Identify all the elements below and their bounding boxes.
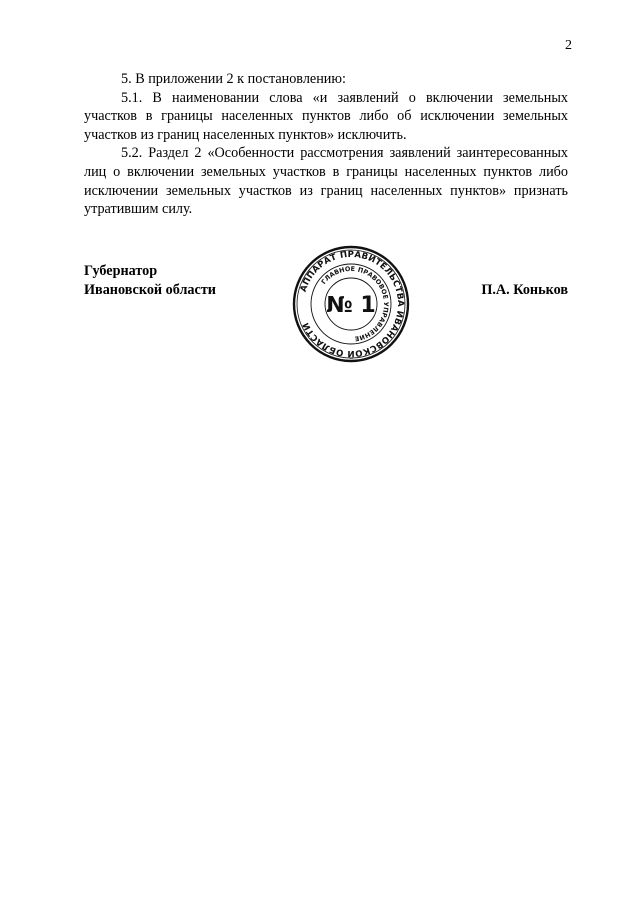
signatory-name: П.А. Коньков (481, 281, 568, 298)
signatory-region: Ивановской области (84, 281, 216, 298)
official-seal (291, 244, 411, 364)
signature-block (84, 249, 568, 372)
page-number: 2 (565, 38, 572, 53)
paragraph-5-2: 5.2. Раздел 2 «Особенности рассмотрения заявлений заинтересованных лиц о включении земельных участков в границы населенных пунктов либо исключении земельных участков из границ населенных пунктов» признать утратившим силу. (84, 145, 568, 218)
paragraph-5: 5. В приложении 2 к постановлению: (121, 71, 346, 87)
seal-outer-text: АППАРАТ ПРАВИТЕЛЬСТВА ИВАНОВСКОЙ ОБЛАСТИ (298, 249, 406, 359)
seal-number: № 1 (326, 293, 376, 318)
signatory-position (84, 262, 216, 299)
document-body (84, 70, 568, 219)
signatory-title: Губернатор (84, 263, 158, 279)
seal-inner-text: ГЛАВНОЕ ПРАВОВОЕ УПРАВЛЕНИЕ (319, 264, 391, 343)
paragraph-5-1: 5.1. В наименовании слова «и заявлений о включении земельных участков в границы населенных пунктов либо об исключении земельных участков из границ населенных пунктов» исключить. (84, 89, 568, 143)
